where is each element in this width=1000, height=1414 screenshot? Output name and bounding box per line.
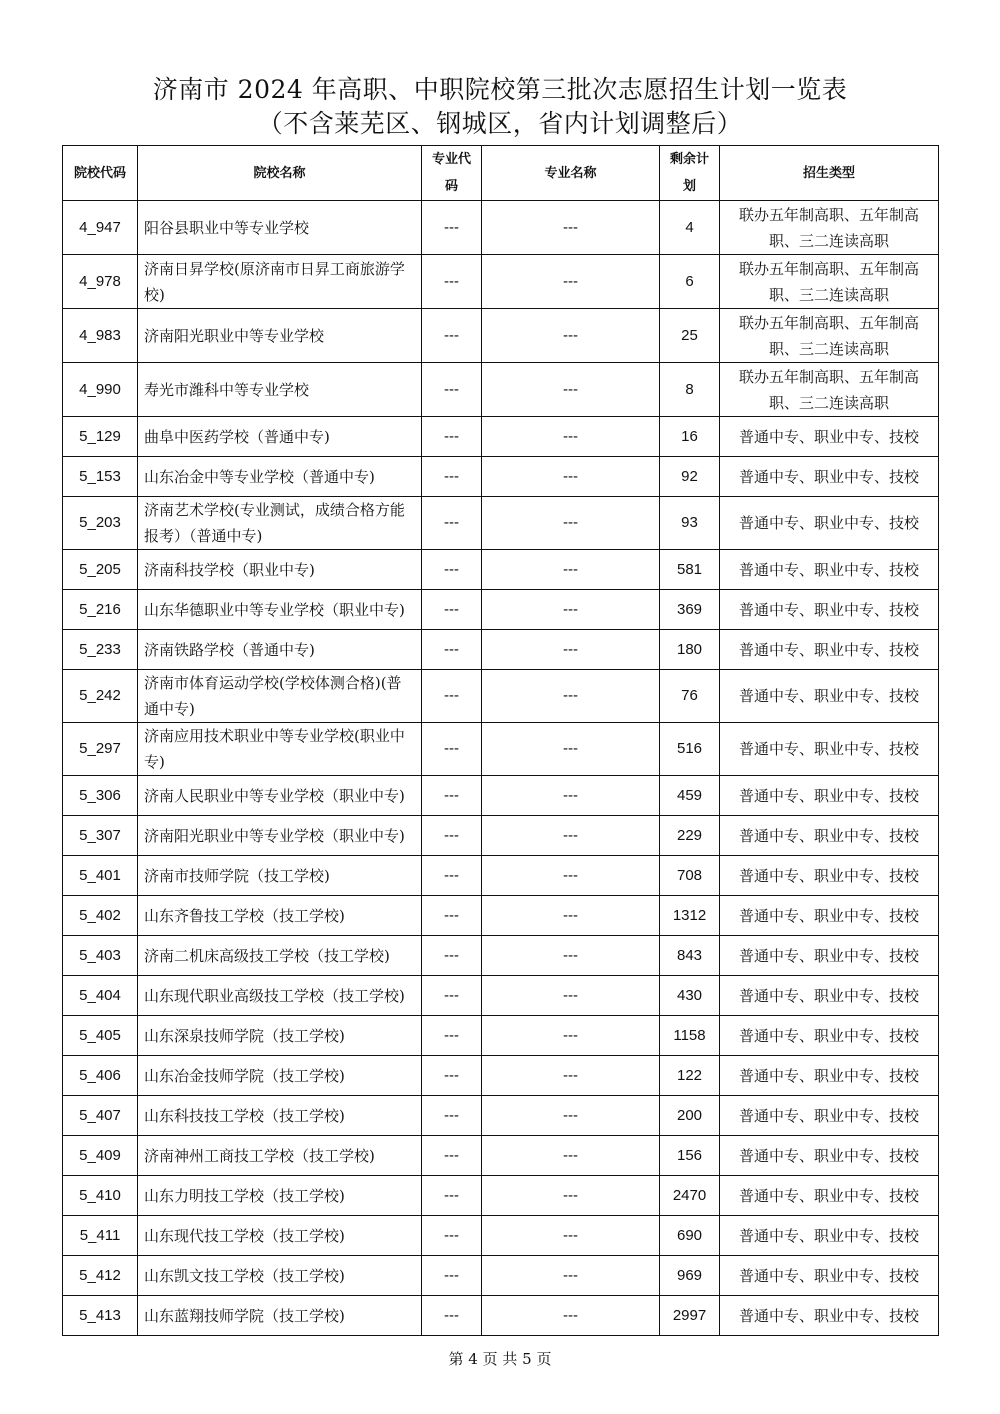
remaining-plan-cell: 8 xyxy=(660,363,720,417)
major-name-cell: --- xyxy=(482,816,660,856)
school-name-cell: 济南市技师学院（技工学校) xyxy=(138,856,422,896)
table-row xyxy=(63,363,939,417)
major-name-cell: --- xyxy=(482,1016,660,1056)
major-code-cell: --- xyxy=(422,309,482,363)
remaining-plan-cell: 200 xyxy=(660,1096,720,1136)
enrollment-type-cell: 普通中专、职业中专、技校 xyxy=(720,1016,939,1056)
remaining-plan-cell: 122 xyxy=(660,1056,720,1096)
remaining-plan-cell: 843 xyxy=(660,936,720,976)
table-row xyxy=(63,1256,939,1296)
major-code-cell: --- xyxy=(422,976,482,1016)
enrollment-type-cell: 普通中专、职业中专、技校 xyxy=(720,1296,939,1336)
enrollment-type-cell: 普通中专、职业中专、技校 xyxy=(720,896,939,936)
major-code-cell: --- xyxy=(422,856,482,896)
school-name-cell: 济南阳光职业中等专业学校 xyxy=(138,309,422,363)
enrollment-type-cell: 普通中专、职业中专、技校 xyxy=(720,417,939,457)
school-name-cell: 山东凯文技工学校（技工学校) xyxy=(138,1256,422,1296)
major-name-cell: --- xyxy=(482,1096,660,1136)
school-name-cell: 济南人民职业中等专业学校（职业中专) xyxy=(138,776,422,816)
major-name-cell: --- xyxy=(482,497,660,550)
table-row xyxy=(63,1176,939,1216)
school-name-cell: 济南市体育运动学校(学校体测合格)(普通中专) xyxy=(138,670,422,723)
table-row xyxy=(63,1056,939,1096)
enrollment-type-cell: 普通中专、职业中专、技校 xyxy=(720,630,939,670)
school-code-cell: 5_403 xyxy=(63,936,138,976)
school-code-cell: 5_407 xyxy=(63,1096,138,1136)
enrollment-type-cell: 普通中专、职业中专、技校 xyxy=(720,1176,939,1216)
school-code-cell: 5_297 xyxy=(63,723,138,776)
school-name-cell: 济南科技学校（职业中专) xyxy=(138,550,422,590)
major-name-cell: --- xyxy=(482,723,660,776)
enrollment-type-cell: 联办五年制高职、五年制高职、三二连读高职 xyxy=(720,201,939,255)
school-name-cell: 山东深泉技师学院（技工学校) xyxy=(138,1016,422,1056)
enrollment-type-cell: 普通中专、职业中专、技校 xyxy=(720,1256,939,1296)
enrollment-type-cell: 联办五年制高职、五年制高职、三二连读高职 xyxy=(720,309,939,363)
enrollment-type-cell: 普通中专、职业中专、技校 xyxy=(720,1096,939,1136)
school-code-cell: 5_405 xyxy=(63,1016,138,1056)
enrollment-type-cell: 普通中专、职业中专、技校 xyxy=(720,936,939,976)
major-code-cell: --- xyxy=(422,201,482,255)
school-name-cell: 山东冶金中等专业学校（普通中专) xyxy=(138,457,422,497)
school-name-cell: 山东华德职业中等专业学校（职业中专) xyxy=(138,590,422,630)
school-code-cell: 5_242 xyxy=(63,670,138,723)
table-row xyxy=(63,255,939,309)
major-name-cell: --- xyxy=(482,896,660,936)
major-code-cell: --- xyxy=(422,630,482,670)
document-title: 济南市 2024 年高职、中职院校第三批次志愿招生计划一览表 xyxy=(152,75,848,104)
school-code-cell: 5_401 xyxy=(63,856,138,896)
remaining-plan-cell: 581 xyxy=(660,550,720,590)
major-code-cell: --- xyxy=(422,363,482,417)
table-row xyxy=(63,457,939,497)
major-code-cell: --- xyxy=(422,417,482,457)
major-name-cell: --- xyxy=(482,1056,660,1096)
table-row xyxy=(63,550,939,590)
school-name-cell: 阳谷县职业中等专业学校 xyxy=(138,201,422,255)
school-code-cell: 5_307 xyxy=(63,816,138,856)
major-code-cell: --- xyxy=(422,255,482,309)
remaining-plan-cell: 156 xyxy=(660,1136,720,1176)
major-code-cell: --- xyxy=(422,776,482,816)
school-name-cell: 山东现代职业高级技工学校（技工学校) xyxy=(138,976,422,1016)
header-school-name: 院校名称 xyxy=(138,146,422,201)
major-name-cell: --- xyxy=(482,1296,660,1336)
school-name-cell: 山东科技技工学校（技工学校) xyxy=(138,1096,422,1136)
enrollment-type-cell: 普通中专、职业中专、技校 xyxy=(720,550,939,590)
major-code-cell: --- xyxy=(422,1296,482,1336)
remaining-plan-cell: 516 xyxy=(660,723,720,776)
major-code-cell: --- xyxy=(422,1216,482,1256)
school-name-cell: 济南阳光职业中等专业学校（职业中专) xyxy=(138,816,422,856)
remaining-plan-cell: 969 xyxy=(660,1256,720,1296)
table-row xyxy=(63,776,939,816)
major-name-cell: --- xyxy=(482,363,660,417)
major-code-cell: --- xyxy=(422,896,482,936)
major-code-cell: --- xyxy=(422,1016,482,1056)
major-name-cell: --- xyxy=(482,1176,660,1216)
enrollment-type-cell: 普通中专、职业中专、技校 xyxy=(720,723,939,776)
major-name-cell: --- xyxy=(482,856,660,896)
enrollment-type-cell: 普通中专、职业中专、技校 xyxy=(720,856,939,896)
remaining-plan-cell: 1312 xyxy=(660,896,720,936)
remaining-plan-cell: 690 xyxy=(660,1216,720,1256)
major-name-cell: --- xyxy=(482,457,660,497)
major-name-cell: --- xyxy=(482,630,660,670)
school-name-cell: 济南二机床高级技工学校（技工学校) xyxy=(138,936,422,976)
enrollment-type-cell: 普通中专、职业中专、技校 xyxy=(720,670,939,723)
school-code-cell: 5_413 xyxy=(63,1296,138,1336)
enrollment-type-cell: 普通中专、职业中专、技校 xyxy=(720,457,939,497)
remaining-plan-cell: 430 xyxy=(660,976,720,1016)
table-row xyxy=(63,816,939,856)
school-code-cell: 5_205 xyxy=(63,550,138,590)
major-name-cell: --- xyxy=(482,309,660,363)
enrollment-type-cell: 联办五年制高职、五年制高职、三二连读高职 xyxy=(720,363,939,417)
table-row xyxy=(63,1216,939,1256)
page-footer: 第 4 页 共 5 页 xyxy=(448,1350,552,1368)
school-code-cell: 5_216 xyxy=(63,590,138,630)
major-code-cell: --- xyxy=(422,723,482,776)
major-name-cell: --- xyxy=(482,1136,660,1176)
school-code-cell: 4_947 xyxy=(63,201,138,255)
school-name-cell: 济南铁路学校（普通中专) xyxy=(138,630,422,670)
enrollment-type-cell: 普通中专、职业中专、技校 xyxy=(720,776,939,816)
table-row xyxy=(63,976,939,1016)
major-name-cell: --- xyxy=(482,255,660,309)
enrollment-type-cell: 普通中专、职业中专、技校 xyxy=(720,590,939,630)
enrollment-plan-table xyxy=(62,145,939,1336)
table-row xyxy=(63,630,939,670)
remaining-plan-cell: 180 xyxy=(660,630,720,670)
remaining-plan-cell: 229 xyxy=(660,816,720,856)
school-code-cell: 5_233 xyxy=(63,630,138,670)
major-name-cell: --- xyxy=(482,590,660,630)
school-name-cell: 山东蓝翔技师学院（技工学校) xyxy=(138,1296,422,1336)
school-code-cell: 5_409 xyxy=(63,1136,138,1176)
major-code-cell: --- xyxy=(422,670,482,723)
table-row xyxy=(63,1136,939,1176)
table-row xyxy=(63,1016,939,1056)
header-school-code: 院校代码 xyxy=(63,146,138,201)
school-code-cell: 4_990 xyxy=(63,363,138,417)
remaining-plan-cell: 708 xyxy=(660,856,720,896)
school-code-cell: 4_978 xyxy=(63,255,138,309)
table-row xyxy=(63,856,939,896)
school-code-cell: 5_203 xyxy=(63,497,138,550)
major-code-cell: --- xyxy=(422,1056,482,1096)
school-code-cell: 5_129 xyxy=(63,417,138,457)
major-name-cell: --- xyxy=(482,936,660,976)
remaining-plan-cell: 2997 xyxy=(660,1296,720,1336)
school-name-cell: 山东现代技工学校（技工学校) xyxy=(138,1216,422,1256)
school-code-cell: 5_410 xyxy=(63,1176,138,1216)
major-code-cell: --- xyxy=(422,1136,482,1176)
school-name-cell: 寿光市潍科中等专业学校 xyxy=(138,363,422,417)
remaining-plan-cell: 2470 xyxy=(660,1176,720,1216)
school-name-cell: 济南应用技术职业中等专业学校(职业中专) xyxy=(138,723,422,776)
major-code-cell: --- xyxy=(422,550,482,590)
major-code-cell: --- xyxy=(422,816,482,856)
major-code-cell: --- xyxy=(422,457,482,497)
header-remaining: 剩余计划 xyxy=(660,146,720,201)
school-code-cell: 5_153 xyxy=(63,457,138,497)
major-name-cell: --- xyxy=(482,550,660,590)
major-code-cell: --- xyxy=(422,497,482,550)
table-row xyxy=(63,896,939,936)
school-name-cell: 济南日昇学校(原济南市日昇工商旅游学校) xyxy=(138,255,422,309)
school-code-cell: 5_412 xyxy=(63,1256,138,1296)
major-name-cell: --- xyxy=(482,670,660,723)
table-row xyxy=(63,590,939,630)
remaining-plan-cell: 76 xyxy=(660,670,720,723)
remaining-plan-cell: 1158 xyxy=(660,1016,720,1056)
school-name-cell: 曲阜中医药学校（普通中专) xyxy=(138,417,422,457)
major-code-cell: --- xyxy=(422,1176,482,1216)
table-row xyxy=(63,1096,939,1136)
remaining-plan-cell: 93 xyxy=(660,497,720,550)
enrollment-type-cell: 普通中专、职业中专、技校 xyxy=(720,816,939,856)
table-row xyxy=(63,201,939,255)
header-type: 招生类型 xyxy=(720,146,939,201)
table-header-row xyxy=(63,146,939,201)
school-name-cell: 济南艺术学校(专业测试，成绩合格方能报考）（普通中专) xyxy=(138,497,422,550)
school-name-cell: 山东冶金技师学院（技工学校) xyxy=(138,1056,422,1096)
major-code-cell: --- xyxy=(422,590,482,630)
table-row xyxy=(63,936,939,976)
school-code-cell: 5_411 xyxy=(63,1216,138,1256)
enrollment-type-cell: 普通中专、职业中专、技校 xyxy=(720,497,939,550)
table-row xyxy=(63,309,939,363)
major-code-cell: --- xyxy=(422,936,482,976)
remaining-plan-cell: 6 xyxy=(660,255,720,309)
table-row xyxy=(63,670,939,723)
school-name-cell: 山东齐鲁技工学校（技工学校) xyxy=(138,896,422,936)
school-code-cell: 5_404 xyxy=(63,976,138,1016)
school-code-cell: 5_306 xyxy=(63,776,138,816)
enrollment-type-cell: 普通中专、职业中专、技校 xyxy=(720,1136,939,1176)
remaining-plan-cell: 4 xyxy=(660,201,720,255)
remaining-plan-cell: 459 xyxy=(660,776,720,816)
enrollment-type-cell: 普通中专、职业中专、技校 xyxy=(720,976,939,1016)
document-subtitle: （不含莱芜区、钢城区，省内计划调整后） xyxy=(257,109,743,138)
table-row xyxy=(63,1296,939,1336)
major-name-cell: --- xyxy=(482,1256,660,1296)
remaining-plan-cell: 92 xyxy=(660,457,720,497)
school-code-cell: 4_983 xyxy=(63,309,138,363)
school-code-cell: 5_406 xyxy=(63,1056,138,1096)
major-name-cell: --- xyxy=(482,976,660,1016)
enrollment-type-cell: 普通中专、职业中专、技校 xyxy=(720,1056,939,1096)
major-name-cell: --- xyxy=(482,417,660,457)
table-row xyxy=(63,723,939,776)
remaining-plan-cell: 369 xyxy=(660,590,720,630)
major-code-cell: --- xyxy=(422,1256,482,1296)
remaining-plan-cell: 25 xyxy=(660,309,720,363)
header-major-name: 专业名称 xyxy=(482,146,660,201)
school-name-cell: 济南神州工商技工学校（技工学校) xyxy=(138,1136,422,1176)
header-major-code: 专业代码 xyxy=(422,146,482,201)
major-code-cell: --- xyxy=(422,1096,482,1136)
table-row xyxy=(63,497,939,550)
school-name-cell: 山东力明技工学校（技工学校) xyxy=(138,1176,422,1216)
enrollment-type-cell: 联办五年制高职、五年制高职、三二连读高职 xyxy=(720,255,939,309)
remaining-plan-cell: 16 xyxy=(660,417,720,457)
school-code-cell: 5_402 xyxy=(63,896,138,936)
major-name-cell: --- xyxy=(482,1216,660,1256)
table-row xyxy=(63,417,939,457)
major-name-cell: --- xyxy=(482,201,660,255)
major-name-cell: --- xyxy=(482,776,660,816)
enrollment-type-cell: 普通中专、职业中专、技校 xyxy=(720,1216,939,1256)
